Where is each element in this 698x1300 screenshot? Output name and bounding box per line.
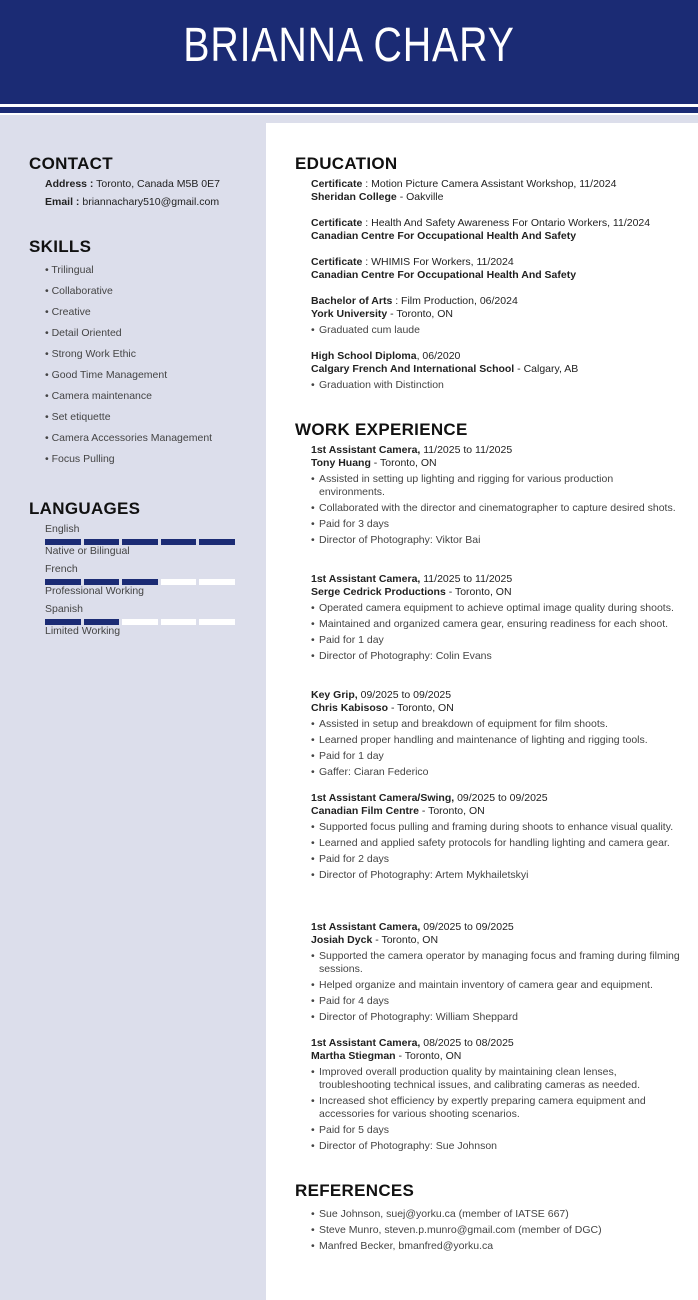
education-entry: High School Diploma, 06/2020 Calgary French And International School - Calgary, AB • Graduation with Distinction xyxy=(311,350,681,392)
work-bullet: • Paid for 2 days xyxy=(311,853,681,866)
skill-item: • Detail Oriented xyxy=(45,327,122,339)
work-bullet: • Increased shot efficiency by expertly preparing camera equipment and accessories for various shooting scenarios. xyxy=(311,1095,681,1121)
work-entry: 1st Assistant Camera, 09/2025 to 09/2025 Josiah Dyck - Toronto, ON • Supported the camera operator by managing focus and framing during filming sessions. • Helped organize and maintain inventory of camera gear and equipment. • Paid for 4 days • Director of Photography: William Sheppard xyxy=(311,921,681,1024)
contact-heading: CONTACT xyxy=(29,154,113,173)
work-entry: 1st Assistant Camera, 11/2025 to 11/2025 Tony Huang - Toronto, ON • Assisted in setting up lighting and rigging for various production environments. • Collaborated with the director and cinematographer to capture desired shots. • Paid for 3 days • Director of Photography: Viktor Bai xyxy=(311,444,681,547)
work-bullet: • Paid for 1 day xyxy=(311,750,681,763)
work-entry: 1st Assistant Camera, 08/2025 to 08/2025 Martha Stiegman - Toronto, ON • Improved overall production quality by maintaining clean lenses, troubleshooting technical issues, and calibrating cameras as needed. • Increased shot efficiency by expertly preparing camera equipment and accessories for various shooting scenarios. • Paid for 5 days • Director of Photography: Sue Johnson xyxy=(311,1037,681,1153)
work-bullet: • Helped organize and maintain inventory of camera gear and equipment. xyxy=(311,979,681,992)
skill-item: • Focus Pulling xyxy=(45,453,115,465)
education-heading: EDUCATION xyxy=(295,154,398,173)
education-bullet: • Graduated cum laude xyxy=(311,324,681,337)
contact-email xyxy=(45,196,260,209)
work-bullet: • Operated camera equipment to achieve optimal image quality during shoots. xyxy=(311,602,681,615)
sidebar xyxy=(0,115,266,1300)
references-heading: REFERENCES xyxy=(295,1181,415,1200)
resume-header xyxy=(0,0,698,104)
skill-item: • Camera Accessories Management xyxy=(45,432,213,444)
work-bullet: • Director of Photography: Viktor Bai xyxy=(311,534,681,547)
skill-item: • Creative xyxy=(45,306,91,318)
language-name: English xyxy=(45,523,80,535)
contact-address xyxy=(45,178,260,191)
reference-item: • Sue Johnson, suej@yorku.ca (member of IATSE 667) xyxy=(311,1208,681,1221)
work-bullet: • Improved overall production quality by maintaining clean lenses, troubleshooting technical issues, and calibrating cameras as needed. xyxy=(311,1066,681,1092)
language-name: French xyxy=(45,563,78,575)
work-bullet: • Director of Photography: Sue Johnson xyxy=(311,1140,681,1153)
references-list xyxy=(311,1205,681,1253)
languages-heading: LANGUAGES xyxy=(29,499,141,518)
work-bullet: • Paid for 5 days xyxy=(311,1124,681,1137)
rating-segment xyxy=(161,619,197,625)
work-bullet: • Director of Photography: Artem Mykhailetskyi xyxy=(311,869,681,882)
rating-segment xyxy=(199,579,235,585)
reference-item: • Manfred Becker, bmanfred@yorku.ca xyxy=(311,1240,681,1253)
work-bullet: • Learned proper handling and maintenance of lighting and rigging tools. xyxy=(311,734,681,747)
work-entry: Key Grip, 09/2025 to 09/2025 Chris Kabisoso - Toronto, ON • Assisted in setup and breakdown of equipment for film shoots. • Learned proper handling and maintenance of lighting and rigging tools. • Paid for 1 day • Gaffer: Ciaran Federico xyxy=(311,689,681,779)
candidate-name: BRIANNA CHARY xyxy=(183,19,515,72)
rating-segment xyxy=(199,619,235,625)
education-entry: Certificate : Motion Picture Camera Assistant Workshop, 11/2024 Sheridan College - Oakville xyxy=(311,178,617,203)
work-bullet: • Paid for 3 days xyxy=(311,518,681,531)
rating-segment xyxy=(161,539,197,545)
work-bullet: • Director of Photography: Colin Evans xyxy=(311,650,681,663)
rating-segment xyxy=(161,579,197,585)
work-bullet: • Director of Photography: William Sheppard xyxy=(311,1011,681,1024)
education-entry: Certificate : WHIMIS For Workers, 11/2024 Canadian Centre For Occupational Health And Safety xyxy=(311,256,577,281)
education-entry: Bachelor of Arts : Film Production, 06/2024 York University - Toronto, ON • Graduated cum laude xyxy=(311,295,681,337)
skill-item: • Trilingual xyxy=(45,264,94,276)
reference-item: • Steve Munro, steven.p.munro@gmail.com (member of DGC) xyxy=(311,1224,681,1237)
work-bullet: • Paid for 4 days xyxy=(311,995,681,1008)
language-name: Spanish xyxy=(45,603,83,615)
work-bullet: • Learned and applied safety protocols for handling lighting and camera gear. xyxy=(311,837,681,850)
language-level: Professional Working xyxy=(45,585,145,597)
education-entry: Certificate : Health And Safety Awareness For Ontario Workers, 11/2024 Canadian Centre For Occupational Health And Safety xyxy=(311,217,651,242)
work-bullet: • Gaffer: Ciaran Federico xyxy=(311,766,681,779)
skill-item: • Set etiquette xyxy=(45,411,111,423)
skill-item: • Collaborative xyxy=(45,285,113,297)
email-label: Email : xyxy=(45,196,80,208)
work-bullet: • Assisted in setup and breakdown of equipment for film shoots. xyxy=(311,718,681,731)
address-label: Address : xyxy=(45,178,94,190)
skill-item: • Strong Work Ethic xyxy=(45,348,137,360)
skill-item: • Good Time Management xyxy=(45,369,168,381)
email-value: briannachary510@gmail.com xyxy=(82,196,220,208)
work-bullet: • Supported the camera operator by managing focus and framing during filming sessions. xyxy=(311,950,681,976)
rating-segment xyxy=(199,539,235,545)
work-bullet: • Supported focus pulling and framing during shoots to enhance visual quality. xyxy=(311,821,681,834)
work-bullet: • Maintained and organized camera gear, ensuring readiness for each shoot. xyxy=(311,618,681,631)
work-bullet: • Paid for 1 day xyxy=(311,634,681,647)
skills-heading: SKILLS xyxy=(29,237,92,256)
language-level: Limited Working xyxy=(45,625,121,637)
rating-segment xyxy=(122,619,158,625)
education-bullet: • Graduation with Distinction xyxy=(311,379,681,392)
language-level: Native or Bilingual xyxy=(45,545,130,557)
address-value: Toronto, Canada M5B 0E7 xyxy=(96,178,220,190)
work-entry: 1st Assistant Camera/Swing, 09/2025 to 09/2025 Canadian Film Centre - Toronto, ON • Supported focus pulling and framing during shoots to enhance visual quality. • Learned and applied safety protocols for handling lighting and camera gear. • Paid for 2 days • Director of Photography: Artem Mykhailetskyi xyxy=(311,792,681,882)
skill-item: • Camera maintenance xyxy=(45,390,152,402)
work-bullet: • Collaborated with the director and cinematographer to capture desired shots. xyxy=(311,502,681,515)
work-bullet: • Assisted in setting up lighting and rigging for various production environments. xyxy=(311,473,681,499)
work-entry: 1st Assistant Camera, 11/2025 to 11/2025 Serge Cedrick Productions - Toronto, ON • Operated camera equipment to achieve optimal image quality during shoots. • Maintained and organized camera gear, ensuring readiness for each shoot. • Paid for 1 day • Director of Photography: Colin Evans xyxy=(311,573,681,663)
work-heading: WORK EXPERIENCE xyxy=(295,420,468,439)
